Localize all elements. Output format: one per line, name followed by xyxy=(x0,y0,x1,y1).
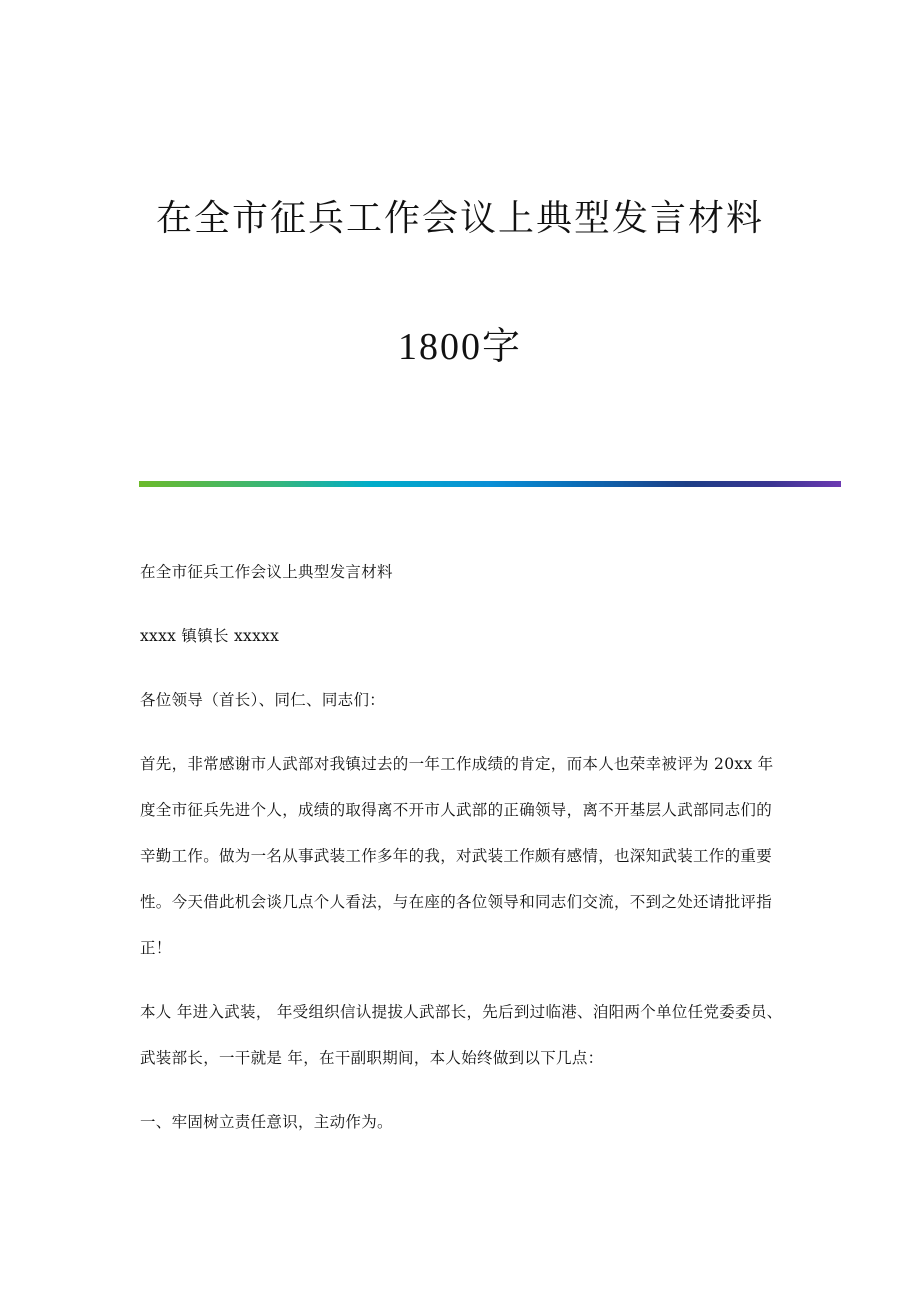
paragraph-background: 本人 年进入武装， 年受组织信认提拔人武部长，先后到过临港、洎阳两个单位任党委委员、武装部长，一干就是 年，在干副职期间，本人始终做到以下几点： xyxy=(140,1003,783,1067)
paragraph-author: xxxx 镇镇长 xxxxx xyxy=(140,627,280,645)
paragraph-salutation: 各位领导（首长）、同仁、同志们： xyxy=(140,691,386,709)
gradient-divider xyxy=(139,481,841,487)
document-title-subtitle: 1800字 xyxy=(397,326,522,368)
paragraph-section-one: 一、牢固树立责任意识，主动作为。 xyxy=(140,1113,393,1131)
paragraph-opening: 首先，非常感谢市人武部对我镇过去的一年工作成绩的肯定，而本人也荣幸被评为 20xx 年度全市征兵先进个人，成绩的取得离不开市人武部的正确领导，离不开基层人武部同志们的辛勤工作。做为一名从事武装工作多年的我，对武装工作颇有感情，也深知武装工作的重要性。今天借此机会谈几点个人看法，与在座的各位领导和同志们交流，不到之处还请批评指正！ xyxy=(140,755,774,957)
document-body xyxy=(140,563,785,1163)
paragraph-heading: 在全市征兵工作会议上典型发言材料 xyxy=(140,563,393,581)
document-title: 在全市征兵工作会议上典型发言材料 xyxy=(155,198,764,239)
